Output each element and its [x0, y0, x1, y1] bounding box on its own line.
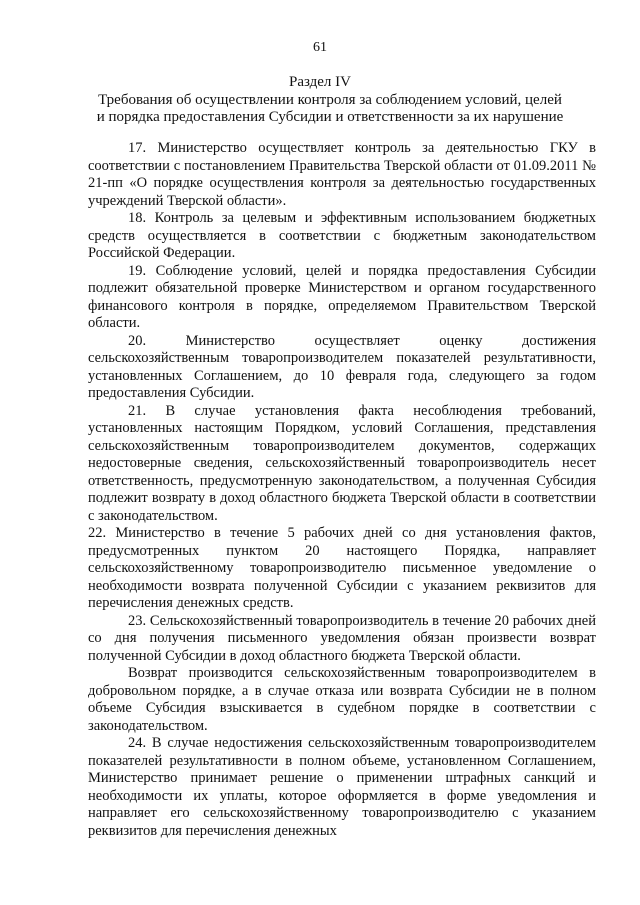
- paragraph-22: 22. Министерство в течение 5 рабочих дней со дня установления фактов, предусмотренных пунктом 20 настоящего Порядка, направляет сельскохозяйственному товаропроизводителю письменное уведомление о необходимости возврата полученной Субсидии с указанием реквизитов для перечисления денежных средств.: [88, 525, 596, 611]
- paragraph-18: 18. Контроль за целевым и эффективным использованием бюджетных средств осуществляется в соответствии с бюджетным законодательством Российской Федерации.: [88, 210, 596, 261]
- section-title: Раздел IV: [288, 74, 351, 90]
- paragraph-24: 24. В случае недостижения сельскохозяйственным товаропроизводителем показателей результативности в полном объеме, установленном Соглашением, Министерство принимает решение о применении штрафных санкций и необходимости их уплаты, которое оформляется в форме уведомления и направляет его сельскохозяйственному товаропроизводителю с указанием реквизитов для перечисления денежных: [88, 735, 596, 839]
- page-number: 61: [313, 40, 327, 55]
- paragraph-20: 20. Министерство осуществляет оценку достижения сельскохозяйственным товаропроизводителем показателей результативности, установленных Соглашением, до 10 февраля года, следующего за годом предоставления Субсидии.: [88, 332, 596, 401]
- section-subtitle: Требования об осуществлении контроля за соблюдением условий, целей и порядка предоставления Субсидии и ответственности за их нарушение: [96, 92, 564, 125]
- paragraph-17: 17. Министерство осуществляет контроль за деятельностью ГКУ в соответствии с постановлением Правительства Тверской области от 01.09.2011 № 21-пп «О порядке осуществления контроля за деятельностью государственных учреждений Тверской области».: [88, 140, 596, 209]
- paragraph-23: 23. Сельскохозяйственный товаропроизводитель в течение 20 рабочих дней со дня получения письменного уведомления обязан произвести возврат полученной Субсидии в доход областного бюджета Тверской области.: [88, 612, 596, 664]
- document-body: [88, 140, 596, 840]
- paragraph-19: 19. Соблюдение условий, целей и порядка предоставления Субсидии подлежит обязательной проверке Министерством и органом государственного финансового контроля в порядке, определяемом Правительством Тверской области.: [88, 262, 596, 331]
- paragraph-21: 21. В случае установления факта несоблюдения требований, установленных настоящим Порядком, условий Соглашения, представления сельскохозяйственным товаропроизводителем документов, содержащих недостоверные сведения, сельскохозяйственный товаропроизводитель несет ответственность, предусмотренную законодательством, а полученная Субсидия подлежит возврату в доход областного бюджета Тверской области в соответствии с законодательством.: [88, 402, 596, 524]
- paragraph-refund: Возврат производится сельскохозяйственным товаропроизводителем в добровольном порядке, а в случае отказа или возврата Субсидии не в полном объеме Субсидия взыскивается в судебном порядке в соответствии с законодательством.: [88, 665, 596, 734]
